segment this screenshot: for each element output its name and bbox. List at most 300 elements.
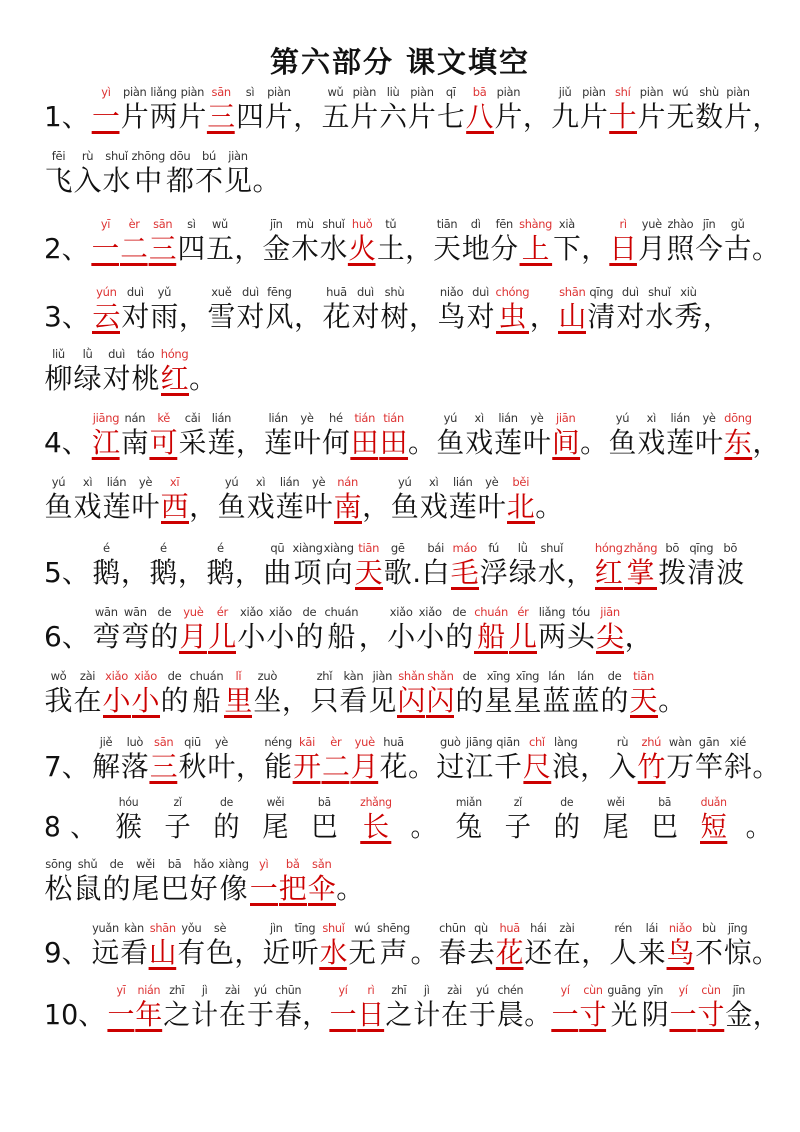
hanzi: 惊: [723, 936, 752, 969]
hanzi: 八: [465, 100, 494, 133]
text-char: [74, 474, 102, 524]
line-number: 10、: [44, 998, 106, 1031]
text-char: [179, 734, 207, 784]
hanzi: 浪: [551, 750, 580, 783]
hanzi: 红: [160, 362, 189, 395]
hanzi: 去: [467, 936, 495, 969]
pinyin: yī: [100, 217, 111, 231]
text-char: [206, 920, 234, 970]
pinyin: wú: [354, 921, 371, 935]
hanzi: 木: [291, 232, 319, 265]
answer-char: [351, 410, 379, 460]
pinyin: lián: [106, 475, 127, 489]
punctuation: 。: [408, 426, 436, 459]
text-char: [164, 794, 190, 844]
pinyin: xì: [82, 475, 93, 489]
pinyin: wěi: [606, 795, 625, 809]
hanzi: 浮: [479, 556, 508, 589]
page-title: 第六部分 课文填空: [269, 45, 531, 79]
hanzi: 坐: [253, 684, 282, 717]
pinyin: qū: [270, 541, 285, 555]
punctuation: ，: [580, 750, 609, 783]
hanzi: 十: [608, 100, 637, 133]
hanzi: 莲: [666, 426, 695, 459]
pinyin: zhào: [667, 217, 694, 231]
text-char: [554, 794, 580, 844]
pinyin: yè: [312, 475, 326, 489]
text-char: [351, 284, 379, 334]
hanzi: 一: [249, 872, 278, 905]
line-number: 6、: [44, 620, 90, 653]
pinyin: gǔ: [730, 217, 745, 231]
punctuation: 。: [752, 936, 780, 969]
pinyin: luò: [126, 735, 144, 749]
pinyin: yè: [530, 411, 544, 425]
pinyin: yīn: [647, 983, 664, 997]
answer-char: [149, 216, 177, 266]
text-char: [350, 84, 378, 134]
text-char: [567, 604, 595, 654]
hanzi: 蓝: [571, 684, 600, 717]
hanzi: 远: [91, 936, 120, 969]
text-char: [206, 216, 234, 266]
answer-char: [150, 734, 178, 784]
hanzi: 叶: [522, 426, 551, 459]
text-char: [658, 540, 686, 590]
punctuation: ，: [235, 426, 264, 459]
pinyin: lián: [670, 411, 690, 425]
pinyin: zhī: [169, 983, 185, 997]
pinyin: zài: [79, 669, 96, 683]
hanzi: 看: [339, 684, 368, 717]
hanzi: 在: [441, 998, 469, 1031]
hanzi: 儿: [208, 620, 237, 653]
hanzi: 像: [219, 872, 248, 905]
hanzi: 松: [44, 872, 73, 905]
hanzi: 兔: [455, 810, 483, 843]
hanzi: 只: [310, 684, 339, 717]
line-number: 9、: [44, 936, 90, 969]
hanzi: 戏: [246, 490, 275, 523]
punctuation: ，: [281, 684, 310, 717]
hanzi: 斜: [723, 750, 752, 783]
pinyin: shuǐ: [540, 541, 564, 555]
pinyin: bú: [202, 149, 217, 163]
exercise-line: [44, 410, 780, 460]
answer-char: [108, 982, 135, 1032]
text-char: [538, 540, 566, 590]
text-char: [380, 284, 408, 334]
text-char: [150, 604, 178, 654]
hanzi: 戏: [73, 490, 102, 523]
pinyin: jì: [201, 983, 208, 997]
punctuation: ，: [234, 936, 262, 969]
hanzi: 叶: [304, 490, 333, 523]
hanzi: 船: [474, 620, 508, 654]
text-char: [497, 982, 524, 1032]
hanzi: 尾: [602, 810, 629, 843]
hanzi: 的: [295, 620, 324, 653]
hanzi: 日: [357, 998, 385, 1031]
hanzi: 片: [350, 100, 379, 133]
text-char: [480, 540, 508, 590]
text-char: [92, 734, 120, 784]
pinyin: dì: [470, 217, 481, 231]
punctuation: ，: [177, 556, 206, 589]
pinyin: liǔ: [52, 347, 65, 361]
hanzi: 星: [484, 684, 513, 717]
pinyin: lǐ: [235, 669, 242, 683]
hanzi: 五: [321, 100, 350, 133]
text-char: [178, 920, 206, 970]
punctuation: ，: [293, 100, 322, 133]
hanzi: 片: [724, 100, 752, 133]
hanzi: 子: [164, 810, 191, 843]
pinyin: yuè: [183, 605, 204, 619]
answer-char: [496, 920, 524, 970]
pinyin: shuǐ: [648, 285, 671, 299]
text-char: [92, 920, 120, 970]
hanzi: 不: [195, 164, 224, 197]
pinyin: huǒ: [351, 217, 373, 231]
pinyin: yú: [443, 411, 458, 425]
hanzi: 的: [455, 684, 484, 717]
pinyin: xiǎo: [389, 605, 413, 619]
text-char: [292, 540, 322, 590]
pinyin: yuè: [354, 735, 375, 749]
line-number: 5、: [44, 556, 90, 589]
pinyin: guò: [440, 735, 461, 749]
pinyin: chǐ: [528, 735, 545, 749]
answer-char: [308, 856, 336, 906]
text-char: [552, 734, 580, 784]
hanzi: 江: [465, 750, 494, 783]
hanzi: 入: [608, 750, 637, 783]
text-char: [695, 410, 723, 460]
hanzi: 子: [504, 810, 532, 843]
exercise-line: [44, 668, 686, 718]
pinyin: fēng: [267, 285, 292, 299]
hanzi: 毛: [450, 556, 479, 589]
exercise-line: [44, 856, 364, 906]
text-char: [467, 920, 495, 970]
text-char: [121, 284, 149, 334]
text-char: [206, 540, 234, 590]
hanzi: 的: [150, 620, 179, 653]
text-char: [320, 216, 348, 266]
line-number: 7、: [44, 750, 90, 783]
pinyin: zhī: [391, 983, 407, 997]
pinyin: dōu: [169, 149, 191, 163]
hanzi: 风: [265, 300, 294, 333]
text-char: [264, 734, 292, 784]
hanzi: 的: [553, 810, 580, 843]
pinyin: duì: [126, 285, 144, 299]
answer-char: [150, 410, 178, 460]
hanzi: 歌: [383, 556, 412, 589]
text-char: [695, 84, 723, 134]
pinyin: hái: [530, 921, 547, 935]
hanzi: 今: [695, 232, 723, 265]
pinyin: yú: [475, 983, 489, 997]
hanzi: 竹: [637, 750, 666, 783]
pinyin: ér: [517, 605, 529, 619]
answer-char: [596, 604, 624, 654]
answer-char: [698, 982, 725, 1032]
pinyin: zài: [447, 983, 462, 997]
hanzi: 的: [213, 810, 240, 843]
answer-char: [700, 794, 726, 844]
hanzi: 看: [120, 936, 148, 969]
text-char: [616, 284, 644, 334]
hanzi: 片: [494, 100, 523, 133]
text-char: [687, 540, 715, 590]
hanzi: 数: [695, 100, 724, 133]
text-char: [505, 794, 531, 844]
text-char: [441, 982, 468, 1032]
text-char: [385, 982, 412, 1032]
pinyin: lǜ: [82, 347, 93, 361]
pinyin: yè: [485, 475, 499, 489]
hanzi: 桃: [131, 362, 160, 395]
answer-char: [92, 84, 120, 134]
hanzi: 树: [380, 300, 409, 333]
pinyin: xiǎo: [134, 669, 157, 683]
hanzi: 小: [387, 620, 416, 653]
pinyin: shuǐ: [105, 149, 128, 163]
pinyin: liǎng: [150, 85, 177, 99]
hanzi: 我: [44, 684, 73, 717]
hanzi: 猴: [115, 810, 142, 843]
text-char: [161, 668, 189, 718]
text-char: [603, 794, 629, 844]
pinyin: wú: [672, 85, 689, 99]
pinyin: rù: [616, 735, 629, 749]
text-char: [339, 668, 367, 718]
text-char: [674, 284, 702, 334]
hanzi: 的: [160, 684, 189, 717]
hanzi: 小: [131, 684, 160, 717]
text-char: [219, 982, 246, 1032]
pinyin: yǒu: [181, 921, 202, 935]
pinyin: nián: [137, 983, 161, 997]
hanzi: 三: [207, 100, 236, 133]
pinyin: cǎi: [184, 411, 201, 425]
hanzi: 月: [637, 232, 666, 265]
answer-char: [507, 474, 535, 524]
punctuation: 。: [189, 362, 218, 395]
hanzi: 人: [609, 936, 638, 969]
hanzi: 小: [237, 620, 266, 653]
hanzi: 鼠: [73, 872, 102, 905]
hanzi: 叶: [207, 750, 236, 783]
text-char: [538, 604, 566, 654]
hanzi: 尾: [262, 810, 289, 843]
pinyin: duì: [472, 285, 489, 299]
hanzi: 水: [102, 164, 131, 197]
pinyin: kàn: [343, 669, 364, 683]
hanzi: 天: [629, 684, 658, 717]
text-char: [724, 734, 752, 784]
text-char: [150, 284, 178, 334]
pinyin: zǐ: [173, 795, 182, 809]
pinyin: jì: [423, 983, 430, 997]
pinyin: niǎo: [668, 921, 692, 935]
punctuation: ，: [702, 300, 731, 333]
answer-char: [348, 216, 376, 266]
pinyin: de: [157, 605, 172, 619]
hanzi: 的: [600, 684, 629, 717]
hanzi: 近: [262, 936, 291, 969]
pinyin: sān: [154, 735, 174, 749]
pinyin: yú: [224, 475, 239, 489]
hanzi: 无: [348, 936, 376, 969]
hanzi: 田: [350, 426, 379, 459]
hanzi: 二: [321, 750, 350, 783]
hanzi: 田: [379, 426, 408, 459]
text-char: [121, 604, 149, 654]
pinyin: é: [217, 541, 224, 555]
text-char: [115, 794, 141, 844]
pinyin: jiān: [600, 605, 620, 619]
exercise-line: [44, 734, 780, 784]
pinyin: lán: [577, 669, 594, 683]
hanzi: 阴: [641, 998, 669, 1031]
pinyin: chūn: [275, 983, 302, 997]
hanzi: 古: [723, 232, 752, 265]
hanzi: 还: [524, 936, 553, 969]
punctuation: 。: [410, 936, 439, 969]
text-char: [92, 540, 120, 590]
pinyin: chuán: [189, 669, 224, 683]
pinyin: chuán: [474, 605, 509, 619]
text-char: [449, 474, 477, 524]
hanzi: 下: [553, 232, 581, 265]
pinyin: bā: [317, 795, 331, 809]
hanzi: 的: [445, 620, 474, 653]
pinyin: yú: [615, 411, 630, 425]
answer-char: [509, 604, 537, 654]
hanzi: 片: [408, 100, 436, 133]
pinyin: shuǐ: [322, 921, 345, 935]
exercise-line: [44, 284, 731, 334]
hanzi: 千: [494, 750, 522, 783]
pinyin: bā: [167, 857, 182, 871]
pinyin: liǎng: [538, 605, 566, 619]
text-char: [637, 410, 665, 460]
pinyin: zhǐ: [316, 669, 333, 683]
text-char: [422, 540, 450, 590]
text-char: [265, 284, 293, 334]
exercise-line: [44, 148, 281, 198]
hanzi: 在: [219, 998, 246, 1031]
answer-char: [624, 540, 657, 590]
hanzi: 日: [609, 232, 637, 265]
pinyin: hóng: [594, 541, 623, 555]
text-char: [191, 982, 218, 1032]
answer-char: [595, 540, 623, 590]
hanzi: 水: [537, 556, 566, 589]
hanzi: 土: [376, 232, 405, 265]
pinyin: miǎn: [455, 795, 482, 809]
pinyin: gān: [698, 735, 720, 749]
hanzi: 巴: [651, 810, 678, 843]
hanzi: 能: [264, 750, 293, 783]
pinyin: xiǎo: [418, 605, 442, 619]
hanzi: 月: [179, 620, 208, 653]
hanzi: 闪: [397, 684, 426, 717]
text-char: [524, 920, 552, 970]
text-char: [190, 856, 218, 906]
text-char: [218, 474, 246, 524]
hanzi: 雪: [207, 300, 236, 333]
pinyin: wàn: [668, 735, 692, 749]
pinyin: sì: [245, 85, 255, 99]
hanzi: 落: [120, 750, 149, 783]
text-char: [724, 84, 752, 134]
punctuation: 。: [658, 684, 687, 717]
answer-char: [334, 474, 362, 524]
pinyin: xié: [729, 735, 746, 749]
pinyin: rì: [367, 983, 375, 997]
pinyin: sān: [153, 217, 173, 231]
text-char: [150, 84, 178, 134]
hanzi: 两: [149, 100, 178, 133]
text-char: [553, 920, 581, 970]
text-char: [74, 148, 102, 198]
hanzi: 江: [92, 426, 120, 459]
answer-char: [496, 284, 530, 334]
text-char: [275, 982, 302, 1032]
hanzi: 月: [350, 750, 379, 783]
text-char: [607, 982, 640, 1032]
hanzi: 南: [120, 426, 149, 459]
hanzi: 一: [329, 998, 357, 1031]
hanzi: 一: [551, 998, 579, 1031]
hanzi: 白: [421, 556, 450, 589]
text-char: [416, 604, 444, 654]
hanzi: 船: [192, 684, 221, 717]
text-char: [445, 604, 473, 654]
hanzi: 之: [163, 998, 191, 1031]
pinyin: xià: [558, 217, 575, 231]
pinyin: qù: [474, 921, 488, 935]
hanzi: 的: [102, 872, 131, 905]
hanzi: 之: [385, 998, 413, 1031]
hanzi: 南: [333, 490, 362, 523]
hanzi: 何: [321, 426, 350, 459]
pinyin: shǔ: [77, 857, 98, 871]
text-char: [384, 540, 412, 590]
pinyin: máo: [452, 541, 477, 555]
hanzi: 拨: [658, 556, 687, 589]
pinyin: fú: [488, 541, 500, 555]
pinyin: jiàn: [372, 669, 393, 683]
pinyin: duì: [357, 285, 374, 299]
hanzi: 山: [558, 300, 587, 333]
text-char: [509, 540, 537, 590]
pinyin: shǎn: [427, 669, 454, 683]
pinyin: tóu: [572, 605, 591, 619]
text-char: [45, 856, 73, 906]
pinyin: yì: [259, 857, 269, 871]
pinyin: lián: [268, 411, 288, 425]
pinyin: cùn: [583, 983, 603, 997]
hanzi: 星: [513, 684, 542, 717]
answer-char: [355, 540, 383, 590]
hanzi: 对: [236, 300, 265, 333]
pinyin: yí: [678, 983, 688, 997]
